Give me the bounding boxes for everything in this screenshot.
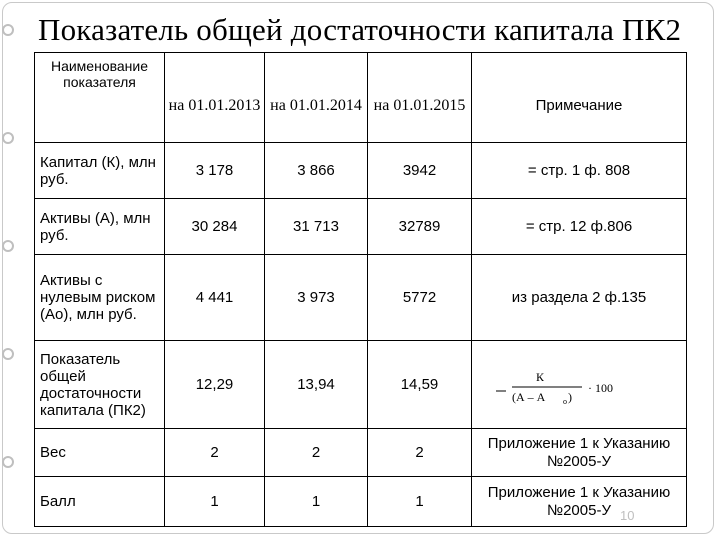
row-name: Вес — [35, 429, 165, 477]
cell-note: Приложение 1 к Указанию №2005-У — [472, 429, 687, 477]
cell-note: из раздела 2 ф.135 — [472, 255, 687, 341]
cell-value: 3 178 — [165, 143, 265, 199]
table-header-row — [35, 53, 687, 143]
page-number: 10 — [620, 508, 635, 523]
formula-denominator: (А – А — [512, 389, 546, 404]
formula-numerator: К — [536, 369, 545, 384]
cell-value: 1 — [165, 477, 265, 527]
header-date-2015: на 01.01.2015 — [368, 53, 472, 143]
table-row — [35, 341, 687, 429]
cell-value: 32789 — [368, 199, 472, 255]
row-name: Активы с нулевым риском (Ао), млн руб. — [35, 255, 165, 341]
cell-note: = стр. 1 ф. 808 — [472, 143, 687, 199]
header-indicator-name: Наименование показателя — [35, 53, 165, 143]
cell-value: 2 — [265, 429, 368, 477]
row-name: Капитал (К), млн руб. — [35, 143, 165, 199]
cell-formula — [472, 341, 687, 429]
binder-ring-icon — [2, 240, 14, 252]
header-date-2013: на 01.01.2013 — [165, 53, 265, 143]
cell-value: 13,94 — [265, 341, 368, 429]
formula-denominator-subscript: о — [563, 396, 567, 405]
cell-value: 5772 — [368, 255, 472, 341]
row-name: Балл — [35, 477, 165, 527]
binder-ring-icon — [2, 456, 14, 468]
capital-adequacy-table — [34, 52, 687, 527]
cell-value: 3942 — [368, 143, 472, 199]
cell-note: = стр. 12 ф.806 — [472, 199, 687, 255]
table-row — [35, 477, 687, 527]
table-row — [35, 143, 687, 199]
cell-value: 14,59 — [368, 341, 472, 429]
cell-value: 3 973 — [265, 255, 368, 341]
binder-ring-icon — [2, 348, 14, 360]
table-row — [35, 429, 687, 477]
cell-value: 1 — [368, 477, 472, 527]
cell-value: 2 — [165, 429, 265, 477]
cell-value: 30 284 — [165, 199, 265, 255]
cell-note: Приложение 1 к Указанию №2005-У — [472, 477, 687, 527]
cell-value: 3 866 — [265, 143, 368, 199]
cell-value: 2 — [368, 429, 472, 477]
header-date-2014: на 01.01.2014 — [265, 53, 368, 143]
table-row — [35, 199, 687, 255]
cell-value: 12,29 — [165, 341, 265, 429]
cell-value: 4 441 — [165, 255, 265, 341]
cell-value: 31 713 — [265, 199, 368, 255]
row-name: Активы (А), млн руб. — [35, 199, 165, 255]
binder-rings — [0, 4, 22, 524]
table-row — [35, 255, 687, 341]
formula-graphic — [496, 365, 666, 405]
cell-value: 1 — [265, 477, 368, 527]
formula-multiplier: · 100 — [588, 380, 613, 395]
binder-ring-icon — [2, 132, 14, 144]
header-note: Примечание — [472, 53, 687, 143]
row-name: Показатель общей достаточности капитала (ПК2) — [35, 341, 165, 429]
binder-ring-icon — [2, 24, 14, 36]
slide-title: Показатель общей достаточности капитала ПК2 — [38, 12, 682, 47]
formula-denominator-close: ) — [568, 389, 572, 404]
